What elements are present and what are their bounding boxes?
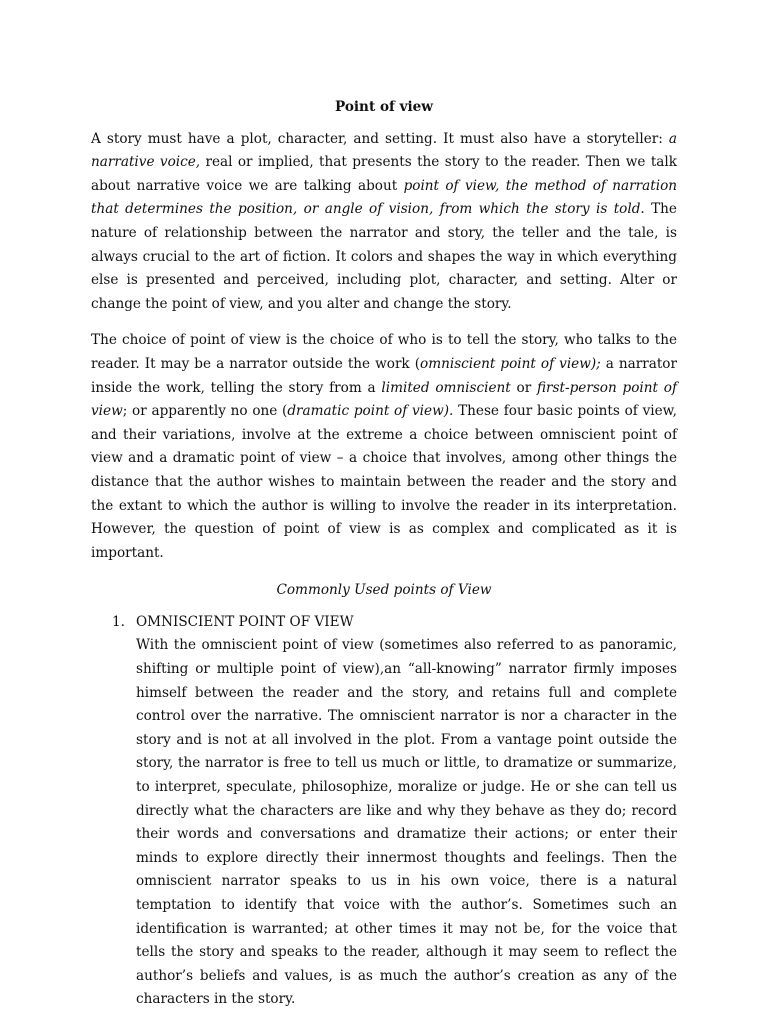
- section-subtitle: Commonly Used points of View: [276, 582, 492, 599]
- numbered-list: [91, 611, 677, 1012]
- paragraph-1-italic-1: a narrative voice,: [91, 130, 677, 171]
- paragraph-2-italic-2: limited omniscient: [381, 379, 511, 396]
- list-item-text: With the omniscient point of view (sometimes also referred to as panoramic, shifting or multiple point of view),an “all-knowing” narrator firmly imposes himself between the reader and the story, and retains full and complete control over the narrative. The omniscient narrator is nor a character in the story and is not at all involved in the plot. From a vantage point outside the story, the narrator is free to tell us much or little, to dramatize or summarize, to interpret, speculate, philosophize, moralize or judge. He or she can tell us directly what the characters are like and why they behave as they do; record their words and conversations and dramatize their actions; or enter their minds to explore directly their innermost thoughts and feelings. Then the omniscient narrator speaks to us in his own voice, there is a natural temptation to identify that voice with the author’s. Sometimes such an identification is warranted; at other times it may not be, for the voice that tells the story and speaks to the reader, although it may seem to reflect the author’s beliefs and values, is as much the author’s creation as any of the characters in the story.: [136, 637, 677, 1008]
- paragraph-2-text-5: These four basic points of view, and their variations, involve at the extreme a choice between omniscient point of view and a dramatic point of view – a choice that involves, among other things the distance that the author wishes to maintain between the reader and the story and the extant to which the author is willing to involve the reader in its interpretation. However, the question of point of view is as complex and complicated as it is important.: [91, 403, 677, 561]
- paragraph-1-text-3: The nature of relationship between the narrator and story, the teller and the tale, is always crucial to the art of fiction. It colors and shapes the way in which everything else is presented and perceived, including plot, character, and setting. Alter or change the point of view, and you alter and change the story.: [91, 201, 677, 312]
- paragraph-2: [91, 329, 677, 565]
- paragraph-2-italic-1: omniscient point of view);: [420, 355, 601, 372]
- paragraph-2-text-3: or: [510, 379, 537, 396]
- list-item: [91, 611, 677, 1012]
- paragraph-2-italic-4: dramatic point of view).: [287, 403, 454, 420]
- list-item-heading: OMNISCIENT POINT OF VIEW: [136, 613, 354, 630]
- paragraph-1-italic-2: point of view, the method of narration that determines the position, or angle of vision, from which the story is told.: [91, 177, 678, 218]
- paragraph-2-text-4: ; or apparently no one (: [122, 403, 288, 420]
- document-page: [91, 96, 677, 1012]
- paragraph-1-text-2: real or implied, that presents the story to the reader. Then we talk about narrative voice we are talking about: [91, 154, 677, 194]
- list-item-number: 1.: [112, 613, 125, 630]
- paragraph-1-text-1: A story must have a plot, character, and setting. It must also have a storyteller:: [91, 130, 669, 147]
- paragraph-1: [91, 128, 677, 317]
- paragraph-2-text-2: a narrator inside the work, telling the story from a: [91, 355, 677, 396]
- paragraph-2-text-1: The choice of point of view is the choice of who is to tell the story, who talks to the reader. It may be a narrator outside the work (: [91, 332, 677, 372]
- document-title: Point of view: [334, 99, 434, 115]
- paragraph-2-italic-3: first-person point of view: [91, 379, 677, 420]
